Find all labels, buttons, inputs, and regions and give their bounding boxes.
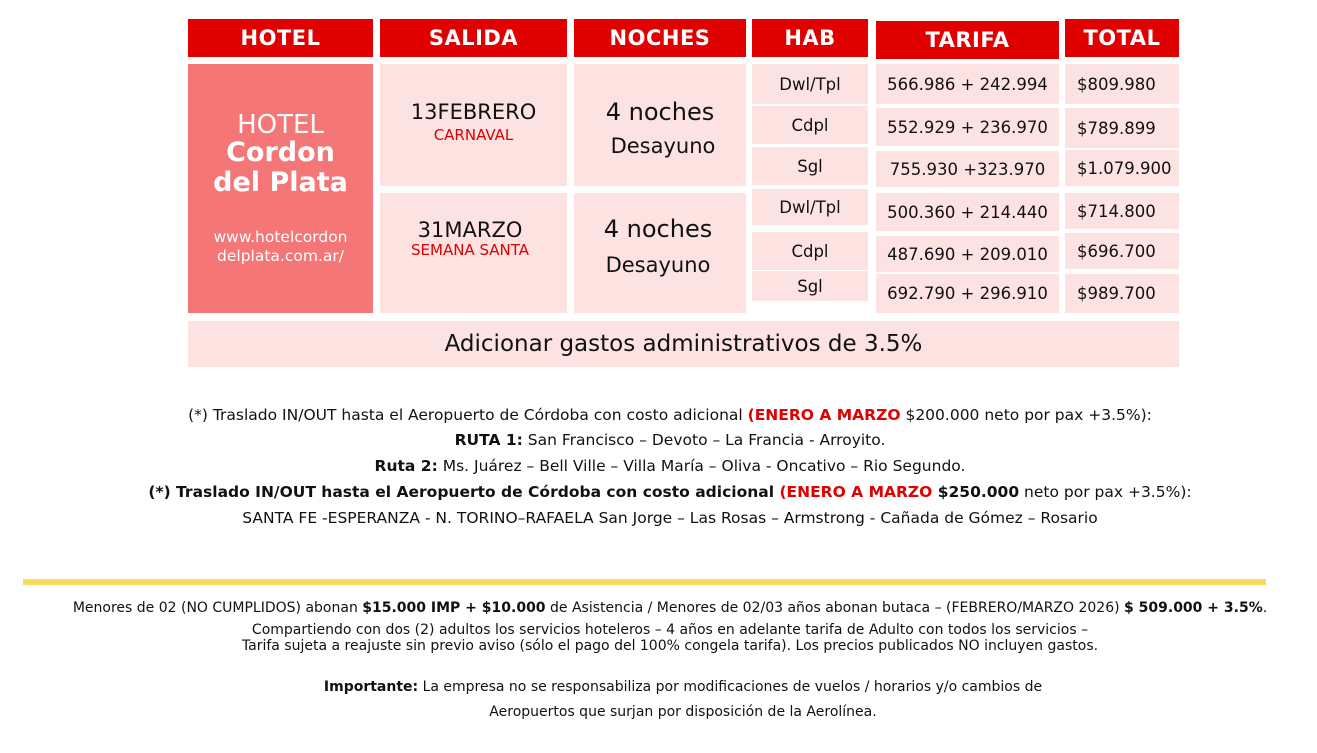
footer-text: de Asistencia / Menores de 02/03 años abonan butaca – (FEBRERO/MARZO 2026) (545, 600, 1125, 616)
footer-tarifa: Tarifa sujeta a reajuste sin previo aviso (sólo el pago del 100% congela tarifa). Los precios publicados NO incluyen gastos. (241, 638, 1099, 654)
salida-date: 13FEBRERO (410, 100, 537, 124)
salida-date: 31MARZO (417, 218, 523, 242)
noches-count: 4 noches (603, 215, 713, 243)
hab-cell: Sgl (752, 147, 868, 185)
salida-block-1 (380, 64, 567, 186)
note-text: Ms. Juárez – Bell Ville – Villa María – Oliva - Oncativo – Rio Segundo. (437, 457, 966, 475)
hotel-url-line1: www.hotelcordon (213, 228, 348, 246)
tarifa-cell: 566.986 + 242.994 (876, 64, 1059, 104)
note-text: neto por pax +3.5%): (1019, 483, 1192, 501)
total-cell: $1.079.900 (1065, 150, 1179, 186)
hotel-box (188, 64, 373, 313)
total-cell: $714.800 (1065, 193, 1179, 229)
header-hab: HAB (752, 19, 868, 57)
salida-block-2 (380, 193, 567, 313)
footer-compartiendo: Compartiendo con dos (2) adultos los servicios hoteleros – 4 años en adelante tarifa de Adulto con todos los servicios – (251, 622, 1089, 638)
tarifa-cell: 692.790 + 296.910 (876, 274, 1059, 313)
note-text: $200.000 neto por pax +3.5%): (900, 406, 1152, 424)
note-ruta-3: SANTA FE -ESPERANZA - N. TORINO–RAFAELA San Jorge – Las Rosas – Armstrong - Cañada de Gómez – Rosario (242, 509, 1098, 527)
tarifa-cell: 552.929 + 236.970 (876, 108, 1059, 146)
hotel-url-line2: delplata.com.ar/ (217, 247, 344, 265)
hotel-word: HOTEL (237, 110, 324, 140)
hotel-name-line2: del Plata (213, 167, 348, 198)
note-price: $250.000 (932, 483, 1020, 501)
note-text: (*) Traslado IN/OUT hasta el Aeropuerto de Córdoba con costo adicional (188, 406, 748, 424)
note-traslado-2 (0, 483, 1317, 501)
tarifa-cell: 755.930 +323.970 (876, 151, 1059, 187)
hab-cell: Dwl/Tpl (752, 64, 868, 104)
note-ruta-1 (0, 431, 1317, 449)
header-total: TOTAL (1065, 19, 1179, 57)
footer-text: La empresa no se responsabiliza por modificaciones de vuelos / horarios y/o cambios de (418, 679, 1043, 695)
note-bold: (*) Traslado IN/OUT hasta el Aeropuerto de Córdoba con costo adicional (148, 483, 780, 501)
noches-block-1 (574, 64, 746, 186)
hotel-name-line1: Cordon (226, 137, 335, 168)
hab-cell: Dwl/Tpl (752, 189, 868, 225)
footer-aeropuertos: Aeropuertos que surjan por disposición de la Aerolínea. (489, 704, 877, 720)
footer-label: Importante: (323, 679, 419, 695)
footer-importante (0, 679, 1317, 695)
noches-block-2 (574, 193, 746, 313)
note-text: San Francisco – Devoto – La Francia - Arroyito. (522, 431, 886, 449)
hab-cell: Cdpl (752, 232, 868, 270)
footer-menores (0, 600, 1317, 616)
regimen: Desayuno (610, 134, 716, 158)
note-red: (ENERO A MARZO (747, 406, 901, 424)
total-cell: $696.700 (1065, 233, 1179, 269)
note-red: (ENERO A MARZO (779, 483, 933, 501)
footer-bold: $15.000 IMP + $10.000 (362, 600, 546, 616)
footer-bold: $ 509.000 + 3.5% (1124, 600, 1263, 616)
header-salida: SALIDA (380, 19, 567, 57)
hab-cell: Cdpl (752, 106, 868, 144)
note-label: Ruta 2: (374, 457, 438, 475)
tarifa-cell: 487.690 + 209.010 (876, 236, 1059, 272)
header-noches: NOCHES (574, 19, 746, 57)
header-hotel: HOTEL (188, 19, 373, 57)
regimen: Desayuno (605, 253, 711, 277)
noches-count: 4 noches (605, 98, 715, 126)
tarifa-cell: 500.360 + 214.440 (876, 193, 1059, 231)
admin-fee-bar: Adicionar gastos administrativos de 3.5% (188, 321, 1179, 367)
footer-text: Menores de 02 (NO CUMPLIDOS) abonan (72, 600, 363, 616)
note-ruta-2 (0, 457, 1317, 475)
salida-event: CARNAVAL (433, 126, 514, 144)
header-tarifa: TARIFA (876, 21, 1059, 59)
note-label: RUTA 1: (454, 431, 523, 449)
salida-event: SEMANA SANTA (411, 241, 529, 259)
footer-text: . (1262, 600, 1268, 616)
divider-line (23, 579, 1266, 585)
total-cell: $789.899 (1065, 108, 1179, 148)
total-cell: $989.700 (1065, 274, 1179, 313)
total-cell: $809.980 (1065, 64, 1179, 104)
hab-cell: Sgl (752, 271, 868, 301)
note-traslado-1 (0, 406, 1317, 424)
